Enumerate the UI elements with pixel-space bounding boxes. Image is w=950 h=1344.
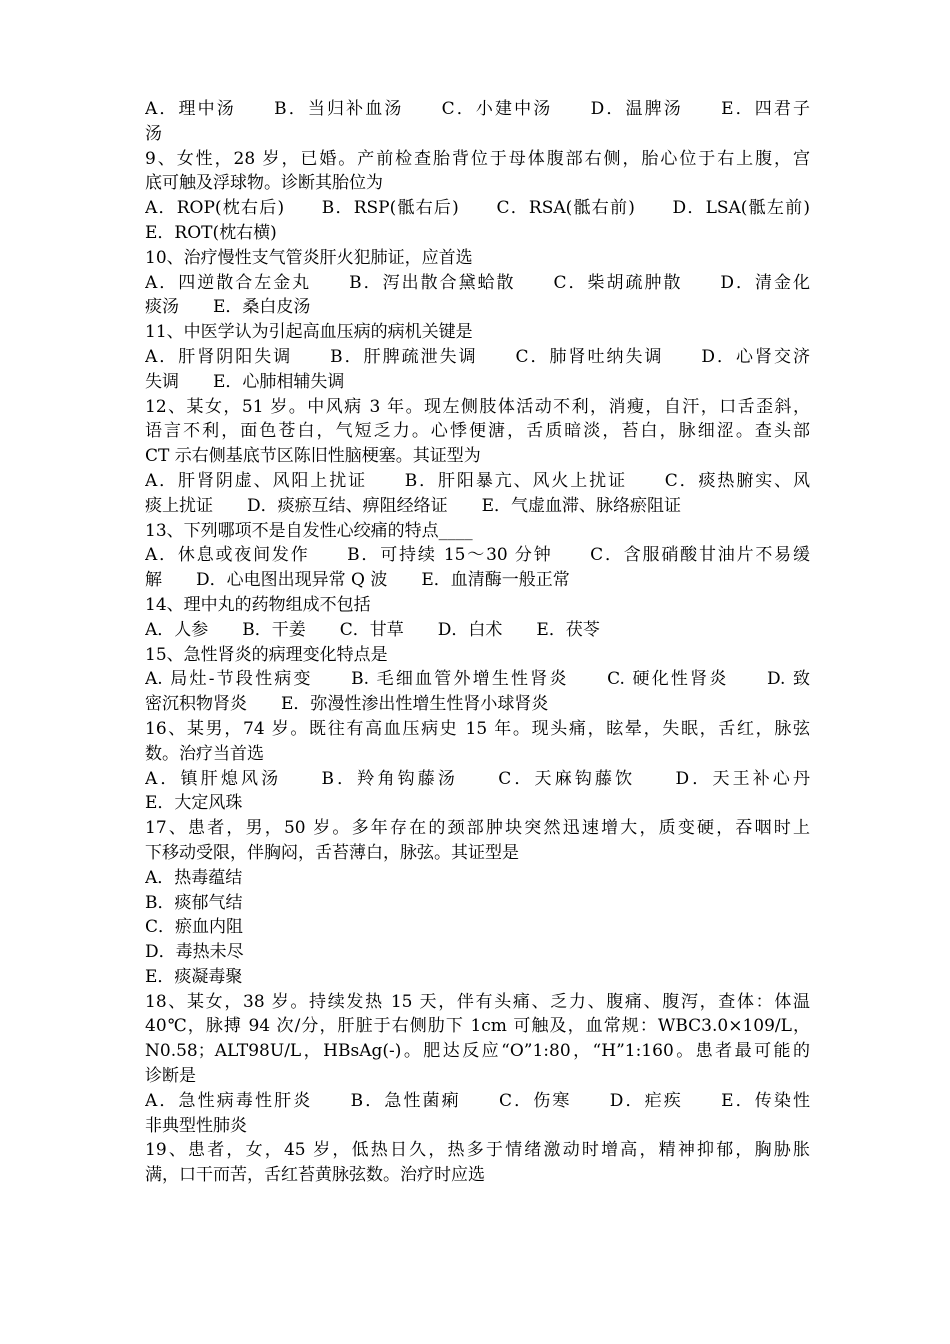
text-line: 12、某女，51 岁。中风病 3 年。现左侧肢体活动不利，消瘦，自汗，口舌歪斜，	[145, 396, 810, 417]
text-line: 14、理中丸的药物组成不包括	[145, 594, 371, 615]
text-line: 满，口干而苦，舌红苔黄脉弦数。治疗时应选	[145, 1165, 485, 1186]
text-line: C．瘀血内阻	[145, 917, 244, 938]
text-line: D．毒热未尽	[145, 942, 244, 963]
text-line: 9、女性，28 岁，已婚。产前检查胎背位于母体腹部右侧，胎心位于右上腹，宫	[145, 148, 810, 169]
text-line: 诊断是	[145, 1066, 196, 1087]
text-line: E．ROT(枕右横)	[145, 222, 277, 243]
text-line: 下移动受限，伴胸闷，舌苔薄白，脉弦。其证型是	[145, 842, 519, 863]
text-line: 痰上扰证 D．痰瘀互结、痹阻经络证 E．气虚血滞、脉络瘀阻证	[145, 495, 682, 516]
text-line: A．急性病毒性肝炎 B．急性菌痢 C．伤寒 D．疟疾 E．传染性	[145, 1090, 810, 1111]
text-line: 13、下列哪项不是自发性心绞痛的特点____	[145, 520, 473, 541]
text-line: 解 D．心电图出现异常 Q 波 E．血清酶一般正常	[145, 570, 570, 591]
text-line: E．痰凝毒聚	[145, 966, 243, 987]
text-line: A．四逆散合左金丸 B．泻出散合黛蛤散 C．柴胡疏肿散 D．清金化	[145, 272, 810, 293]
text-line: B．痰郁气结	[145, 892, 243, 913]
text-line: 失调 E．心肺相辅失调	[145, 371, 345, 392]
text-line: N0.58；ALT98U/L，HBsAg(-)。肥达反应“O”1:80，“H”1:160。患者最可能的	[145, 1041, 810, 1062]
text-line: 15、急性肾炎的病理变化特点是	[145, 644, 388, 665]
text-line: A．镇肝熄风汤 B．羚角钩藤汤 C．天麻钩藤饮 D．天王补心丹	[145, 768, 810, 789]
text-line: A. 局灶-节段性病变 B. 毛细血管外增生性肾炎 C. 硬化性肾炎 D. 致	[145, 669, 810, 690]
text-line: 17、患者，男，50 岁。多年存在的颈部肿块突然迅速增大，质变硬，吞咽时上	[145, 818, 810, 839]
text-line: A．肝肾阴虚、风阳上扰证 B．肝阳暴亢、风火上扰证 C．痰热腑实、风	[145, 470, 810, 491]
text-line: A．人参 B．干姜 C．甘草 D．白术 E．茯苓	[145, 619, 600, 640]
text-line: 数。治疗当首选	[145, 743, 264, 764]
text-line: E．大定风珠	[145, 793, 243, 814]
text-line: A．理中汤 B．当归补血汤 C．小建中汤 D．温脾汤 E．四君子	[145, 99, 810, 119]
text-line: A．热毒蕴结	[145, 867, 243, 888]
text-line: 非典型性肺炎	[145, 1115, 247, 1136]
text-line: A．肝肾阴阳失调 B．肝脾疏泄失调 C．肺肾吐纳失调 D．心肾交济	[145, 346, 810, 367]
text-line: 10、治疗慢性支气管炎肝火犯肺证，应首选	[145, 247, 473, 268]
text-line: A．休息或夜间发作 B．可持续 15～30 分钟 C．含服硝酸甘油片不易缓	[145, 545, 810, 566]
exam-question-text	[145, 97, 810, 1188]
text-line: 40℃，脉搏 94 次/分，肝脏于右侧肋下 1cm 可触及，血常规：WBC3.0×109/L，	[145, 1016, 810, 1037]
text-line: 18、某女，38 岁。持续发热 15 天，伴有头痛、乏力、腹痛、腹泻，查体：体温	[145, 991, 810, 1012]
text-line: A．ROP(枕右后) B．RSP(骶右后) C．RSA(骶右前) D．LSA(骶左前)	[145, 198, 810, 219]
text-line: 痰汤 E．桑白皮汤	[145, 297, 311, 318]
text-line: 16、某男，74 岁。既往有高血压病史 15 年。现头痛，眩晕，失眠，舌红，脉弦	[145, 718, 810, 739]
text-line: 19、患者，女，45 岁，低热日久，热多于情绪激动时增高，精神抑郁，胸胁胀	[145, 1140, 810, 1161]
text-line: 11、中医学认为引起高血压病的病机关键是	[145, 322, 473, 343]
text-line: CT 示右侧基底节区陈旧性脑梗塞。其证型为	[145, 446, 481, 467]
text-line: 底可触及浮球物。诊断其胎位为	[145, 173, 383, 194]
text-line: 汤	[145, 123, 162, 144]
text-line: 密沉积物肾炎 E．弥漫性渗出性增生性肾小球肾炎	[145, 694, 549, 715]
text-line: 语言不利，面色苍白，气短乏力。心悸便溏，舌质暗淡，苔白，脉细涩。查头部	[145, 421, 810, 442]
